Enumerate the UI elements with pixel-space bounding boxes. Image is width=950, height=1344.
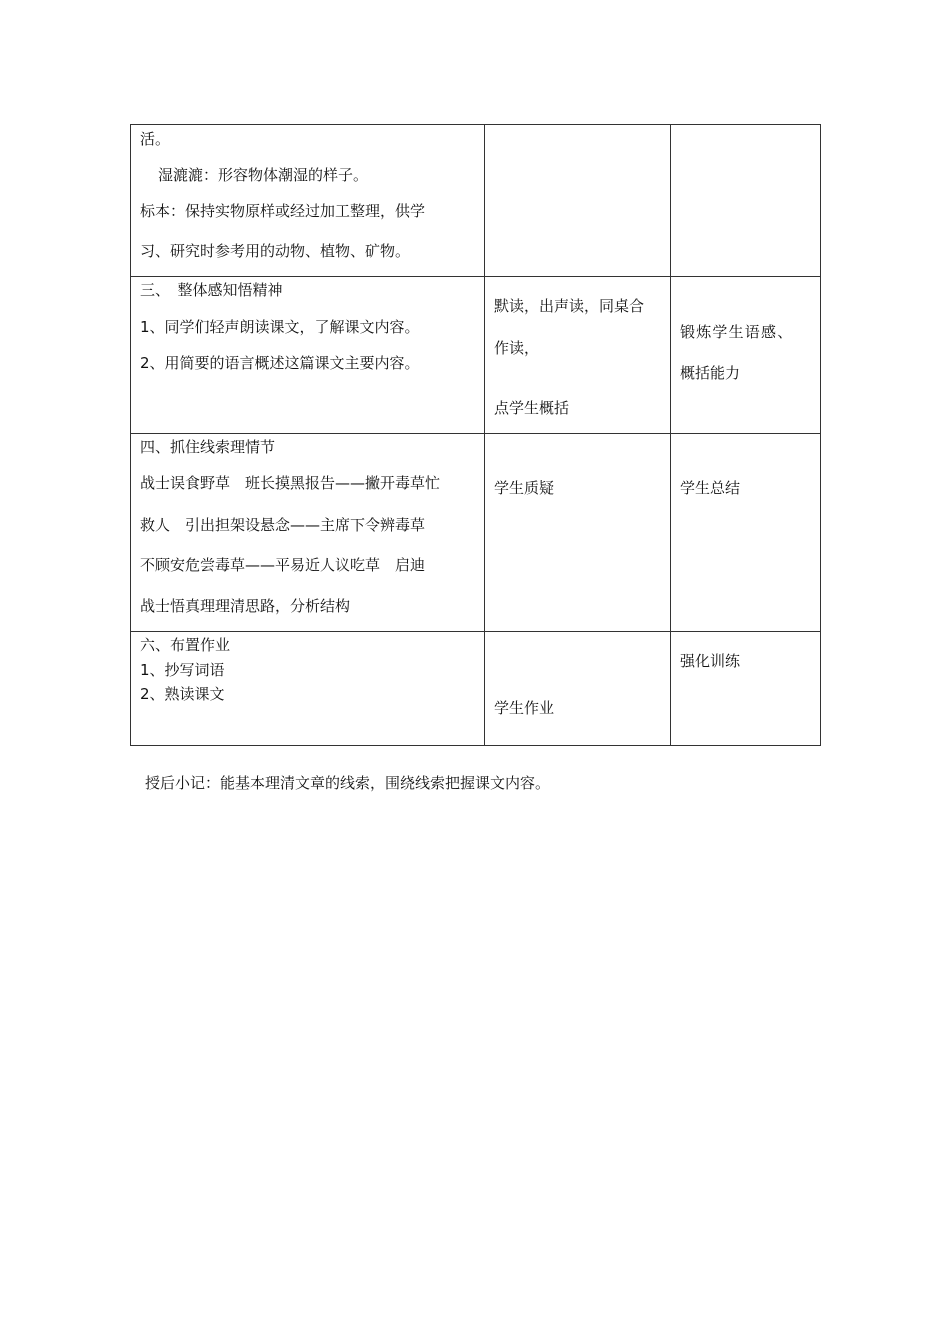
content-line: 湿漉漉：形容物体潮湿的样子。 bbox=[158, 166, 369, 184]
student-line: 点学生概括 bbox=[494, 399, 570, 417]
purpose-cell bbox=[671, 125, 821, 277]
purpose-line: 概括能力 bbox=[680, 364, 741, 382]
student-activity-cell bbox=[485, 434, 671, 632]
after-class-note: 授后小记：能基本理清文章的线索，围绕线索把握课文内容。 bbox=[145, 774, 551, 792]
content-line: 2、用简要的语言概述这篇课文主要内容。 bbox=[140, 354, 420, 372]
purpose-line: 锻炼学生语感、 bbox=[680, 323, 794, 341]
content-line: 1、抄写词语 bbox=[140, 661, 225, 679]
student-line: 作读， bbox=[494, 339, 540, 357]
section-heading: 四、抓住线索理情节 bbox=[140, 438, 276, 456]
purpose-cell bbox=[671, 277, 821, 434]
section-heading: 三、 整体感知悟精神 bbox=[140, 281, 283, 299]
student-line: 默读，出声读，同桌合 bbox=[494, 297, 645, 315]
student-activity-cell bbox=[485, 277, 671, 434]
student-activity-cell bbox=[485, 632, 671, 746]
content-line: 救人 引出担架设悬念——主席下令辨毒草 bbox=[140, 516, 426, 534]
content-line: 1、同学们轻声朗读课文，了解课文内容。 bbox=[140, 318, 420, 336]
content-line: 不顾安危尝毒草——平易近人议吃草 启迪 bbox=[140, 556, 426, 574]
content-line: 2、熟读课文 bbox=[140, 685, 225, 703]
table-row bbox=[131, 125, 821, 277]
content-line: 标本：保持实物原样或经过加工整理，供学 bbox=[140, 202, 426, 220]
lesson-plan-table bbox=[130, 124, 821, 746]
content-line: 战士悟真理理清思路，分析结构 bbox=[140, 597, 351, 615]
content-line: 战士误食野草 班长摸黑报告——撇开毒草忙 bbox=[140, 474, 441, 492]
content-cell bbox=[131, 632, 485, 746]
content-cell bbox=[131, 277, 485, 434]
content-cell bbox=[131, 434, 485, 632]
student-line: 学生质疑 bbox=[494, 479, 555, 497]
content-line: 活。 bbox=[140, 130, 171, 148]
table-row bbox=[131, 632, 821, 746]
purpose-line: 强化训练 bbox=[680, 652, 741, 670]
section-heading: 六、布置作业 bbox=[140, 636, 231, 654]
table-row bbox=[131, 277, 821, 434]
purpose-cell bbox=[671, 434, 821, 632]
student-activity-cell bbox=[485, 125, 671, 277]
purpose-line: 学生总结 bbox=[680, 479, 741, 497]
content-line: 习、研究时参考用的动物、植物、矿物。 bbox=[140, 242, 411, 260]
purpose-cell bbox=[671, 632, 821, 746]
student-line: 学生作业 bbox=[494, 699, 555, 717]
table-row bbox=[131, 434, 821, 632]
content-cell bbox=[131, 125, 485, 277]
